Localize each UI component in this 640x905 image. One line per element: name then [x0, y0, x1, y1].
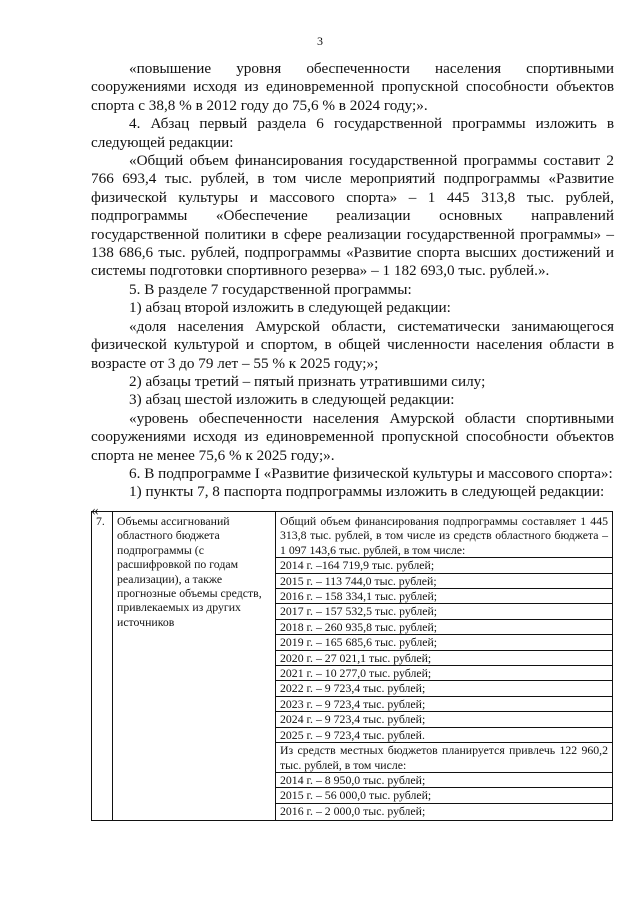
page-number: 3 — [317, 34, 323, 48]
funding-intro: Общий объем финансирования подпрограммы составляет 1 445 313,8 тыс. рублей, в том числе из средств областного бюджета – 1 097 143,6 тыс. рублей, в том числе: — [280, 514, 608, 557]
opening-quote: « — [91, 501, 99, 519]
year-line: 2021 г. – 10 277,0 тыс. рублей; — [276, 665, 612, 680]
row-label: Объемы ассигнований областного бюджета подпрограммы (с расшифровкой по годам реализации), а также прогнозные объемы средств, привлекаемых из других источников — [113, 512, 276, 821]
year-line: 2019 г. – 165 685,6 тыс. рублей; — [276, 634, 612, 649]
paragraph: 4. Абзац первый раздела 6 государственной программы изложить в следующей редакции: — [91, 115, 614, 151]
paragraph: «Общий объем финансирования государственной программы составит 2 766 693,4 тыс. рублей, в том числе мероприятий подпрограммы «Развитие физической культуры и массового спорта» – 1 445 313,8 тыс. рублей, подпрограммы «Обеспечение реализации основных направлений государственной политики в сфере реализации государственной программы» – 138 686,6 тыс. рублей, подпрограммы «Развитие спорта высших достижений и системы подготовки спортивного резерва» – 1 182 693,0 тыс. рублей.». — [91, 152, 614, 280]
paragraph: 3) абзац шестой изложить в следующей редакции: — [129, 391, 455, 409]
year-line: 2020 г. – 27 021,1 тыс. рублей; — [276, 650, 612, 665]
year-line: 2015 г. – 113 744,0 тыс. рублей; — [276, 573, 612, 588]
year-line: 2014 г. –164 719,9 тыс. рублей; — [276, 557, 612, 572]
document-body — [91, 60, 614, 520]
year-line: 2024 г. – 9 723,4 тыс. рублей; — [276, 711, 612, 726]
year-line: 2016 г. – 2 000,0 тыс. рублей; — [276, 803, 612, 818]
row-content — [276, 512, 613, 821]
year-line: 2017 г. – 157 532,5 тыс. рублей; — [276, 603, 612, 618]
paragraph: «доля населения Амурской области, систематически занимающегося физической культурой и спортом, в общей численности населения области в возрасте от 3 до 79 лет – 55 % к 2025 году;»; — [91, 317, 614, 372]
local-funding-intro: Из средств местных бюджетов планируется привлечь 122 960,2 тыс. рублей, в том числе: — [276, 742, 612, 772]
year-line: 2025 г. – 9 723,4 тыс. рублей. — [276, 727, 612, 742]
paragraph: 5. В разделе 7 государственной программы: — [129, 280, 412, 298]
year-line: 2018 г. – 260 935,8 тыс. рублей; — [276, 619, 612, 634]
year-line: 2014 г. – 8 950,0 тыс. рублей; — [276, 772, 612, 787]
paragraph: 6. В подпрограмме I «Развитие физической культуры и массового спорта»: — [129, 464, 613, 482]
year-line: 2016 г. – 158 334,1 тыс. рублей; — [276, 588, 612, 603]
paragraph: 1) пункты 7, 8 паспорта подпрограммы изложить в следующей редакции: — [129, 483, 605, 501]
row-number: 7. — [92, 512, 113, 821]
year-line: 2015 г. – 56 000,0 тыс. рублей; — [276, 787, 612, 802]
year-line: 2023 г. – 9 723,4 тыс. рублей; — [276, 696, 612, 711]
paragraph: 1) абзац второй изложить в следующей редакции: — [129, 299, 451, 317]
paragraph: «повышение уровня обеспеченности населения спортивными сооружениями исходя из единовременной пропускной способности объектов спорта с 38,8 % в 2012 году до 75,6 % в 2024 году;». — [91, 60, 614, 114]
paragraph: 2) абзацы третий – пятый признать утратившими силу; — [129, 372, 486, 390]
year-line: 2022 г. – 9 723,4 тыс. рублей; — [276, 680, 612, 695]
paragraph: «уровень обеспеченности населения Амурской области спортивными сооружениями исходя из единовременной пропускной способности объектов спорта не менее 75,6 % к 2025 году;». — [91, 409, 614, 464]
table-row — [92, 512, 613, 821]
passport-table — [91, 511, 613, 821]
